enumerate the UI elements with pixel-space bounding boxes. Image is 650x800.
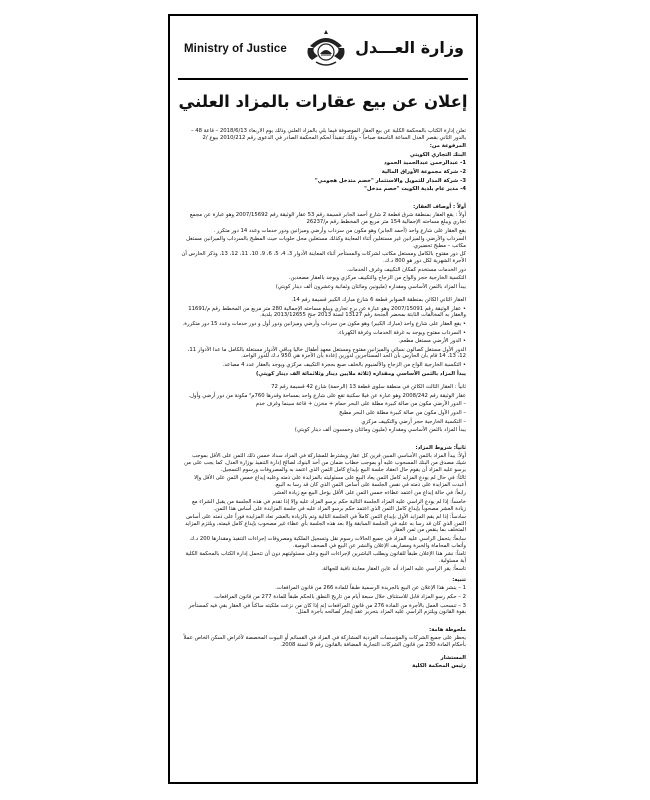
property-paragraph: كل دور مفتوح بالكامل ومستغل مكاتب لشركات والمستأجر أثناء المعاينة الأدوار 3، 4، 5، 6، 9، 10، 11، 12، 13، وذكر الحارس أن الأجرة الشهرية لكل دور هو 800 د.ك. <box>181 251 466 264</box>
property-paragraph: السرداب والأرضي والميزانين غير مستغلين أثناء المعاينة وكذلك مستغلين محل حلويات حيث المطبخ بالسرداب والميزانين مستغل مكاتب – مطبخ تحضيري. <box>186 236 466 249</box>
parties-heading: المرفوعة من: <box>429 143 466 150</box>
important-note: يحظر على جميع الشركات والمؤسسات الفردية المشاركة في المزاد في القسائم أو البيوت المخصصة لأغراض السكن الخاص عملاً بأحكام المادة 230 من قانون الشركات التجارية المضافة بالقانون رقم 9 لسنة 2008. <box>183 635 466 649</box>
property-paragraph: الدور الأول مستغل كصالون نسائي والميزانين مفتوح ومستغل معهد أطفال خاليا وباقي الأدوار مستغلة بالكامل ما عدا الأدوار 11، 12، 13، 14 قام بأن الحارس بأن الحد المستأجرين لدورين إعادة بأن الأجرة هي 950 د.ك للدور الواحد. <box>187 346 466 360</box>
condition-item: أولاً: يبدأ المزاد بالثمن الأساسي المبين قرين كل عقار ويشترط للمشاركة في المزاد سداد خمس ذلك الثمن على الأقل بموجب شيك مصدق من البنك المسحوب عليه أو بموجب خطاب ضمان من أحد البنوك لصالح إدارة التنفيذ بوزارة العدل، كما يجب على من يرسو عليه المزاد أن يقوم حال انعقاد جلسة البيع بإيداع كامل الثمن الذي اعتمد به والمصروفات ورسوم التسجيل. <box>184 453 466 473</box>
notice-item: 2 – حكم رسو المزاد قابل للاستئناف خلال سبعة أيام من تاريخ النطق بالحكم طبقاً للمادة 277 من قانون المرافعات. <box>213 594 466 601</box>
defendant-item: 3- شركة المدار للتمويل والاستثمار "خصم متدخل هجومي" <box>314 177 466 184</box>
condition-item: ثالثاً: في حال لم يودع المزايد كامل الثمن يعاد البيع على مسئوليته بالمزايدة على ذمته وعليه إيداع خمس الثمن على الأقل وإلا أعيدت المزايدة على ذمته في نفس الجلسة على أساس الثمن الذي كان قد رسا به البيع. <box>194 475 466 488</box>
defendant-item: 4- مدير عام بلدية الكويت "خصم مدخل" <box>364 186 466 193</box>
notice-heading: تنبيه: <box>452 576 466 583</box>
property-paragraph: • التكسية الخارجية الواح من الزجاج والألمنيوم بالخلف صبغ بحجرة التكييف مركزي ويوجد بالعقار عدد 4 مصاعد. <box>222 362 466 369</box>
plaintiff-name: البنك التجاري الكويتي <box>409 151 466 158</box>
announcement-title: إعلان عن بيع عقارات بالمزاد العلني <box>178 92 468 111</box>
ministry-name-english: Ministry of Justice <box>184 43 287 55</box>
signature-name: رئيس المحكمة الكلية <box>412 663 466 670</box>
condition-item: رابعاً: في حالة إيداع من اعتمد عطاءه خمس الثمن على الأقل يؤجل البيع مع زيادة العشر. <box>272 490 466 497</box>
signature-title: المستشار <box>440 654 466 661</box>
condition-item: سابعاً: يتحمل الراسي عليه المزاد في جميع الحالات رسوم نقل وتسجيل الملكية ومصروفات إجراءات التنفيذ ومقدارها 200 د.ك وأتعاب المحاماة والخبرة ومصاريف الإعلان والنشر عن البيع في الصحف اليومية. <box>189 535 466 549</box>
property-paragraph: – الدور الأول مكون من صالة كبيرة مطلة على البحر مطبخ <box>339 410 466 416</box>
property-paragraph: • السرداب مفتوح ويوجد به غرفة الخدمات وغرفة الكهرباء. <box>337 329 466 336</box>
property-paragraph: ثانياً : العقار الثالث الكائن في منطقة سلوى قطعة 13 (الرحمة) شارع 42 قسيمة رقم 72 <box>271 384 466 391</box>
state-emblem-icon <box>304 26 348 70</box>
notice-item: 3 – تنسحب العمل بالأجرة من المادة 276 من قانون المرافعات إنه إذا كان من نزعت ملكيته ساكناً في العقار بقي فيه كمستأجر بقوة القانون ويلتزم الراسي عليه المزاد بتحرير عقد إيجار لصالحه بأجرة المثل. <box>188 602 466 616</box>
important-heading: ملحوظة هامة: <box>429 626 466 633</box>
announcement-body <box>180 128 466 772</box>
defendant-item: 2- شركة مجموعة الأوراق المالية <box>381 168 466 175</box>
defendant-item: 1- عبدالرحمن عبدالحميد الحمود <box>384 160 466 167</box>
property-price: يبدأ المزاد بالثمن الأساسي ومقداره (ثلاثة ملايين دينار وثلاثمائة الف دينار كويتي) <box>255 370 466 377</box>
condition-item: خامساً: إذا لم يودع الراسي عليه المزاد الجلسة التالية حكم برسو المزاد عليه وإلا إذا تقدم في هذه الجلسة من يقبل الشراء مع زيادة العشر مصحوباً بإيداع كامل الثمن الذي اعتمد حكم برسو المزاد عليه في جلسة المزايدة على أساس هذا الثمن. <box>191 498 466 512</box>
section-heading-conditions: ثانياً: شروط المزاد: <box>415 444 466 451</box>
notice-item: 1 – ينشر هذا الإعلان عن البيع بالجريدة الرسمية طبقاً للمادة 266 من قانون المرافعات. <box>275 585 466 592</box>
letterhead <box>178 24 468 74</box>
property-paragraph: • يقع العقار على شارع واحد (مبارك الكبير) وهو مكون من سرداب وأرضي وميزانين ودور أول و دور خدمات وعدد 15 دور متكررة. <box>182 321 466 328</box>
ministry-name-arabic: وزارة العـــدل <box>355 38 464 57</box>
property-paragraph: عقار الوثيقة رقم 2008/242 وهو عبارة عن فيلا سكنية تقع على شارع واحد بمساحة وقدرها 760م² مكونة من دور أرضي وأول. <box>188 392 466 399</box>
property-paragraph: أولاً : يقع العقار بمنطقة شرق قطعة 2 شارع أحمد الجابر قسيمة رقم 53 عقار الوثيقة رقم 2007/15692 وهو عبارة عن مجمع تجاري ويبلغ مساحته الإجمالية 154 متر مربع من المخطط رقم م/26237 <box>189 212 466 225</box>
condition-item: تاسعاً: يقر الراسي عليه المزاد أنه عاين العقار معاينة نافية للجهالة. <box>321 566 466 573</box>
announcement-frame <box>168 14 478 784</box>
property-paragraph: – التكسية الخارجية حجر أرضي والتكييف مركزي <box>361 418 466 425</box>
header-divider <box>178 78 468 80</box>
property-paragraph: العقار الثاني الكائن بمنطقة الصوابر قطعة 6 شارع مبارك الكبير قسيمة رقم 14. <box>291 297 466 304</box>
condition-item: ثامناً: نشر هذا الإعلان طبقاً للقانون ويطلب الباشرين لإجراءات البيع وعلى مسئوليتهم دون أن تتحمل إدارة الكتاب بالمحكمة الكلية أية مسئولية. <box>185 551 466 564</box>
property-price: يبدأ المزاد بالثمن الأساسي ومقداره (مليونين ومائتان وثمانية وعشرون ألف دينار كويتي) <box>275 283 466 290</box>
property-paragraph: التكسية الخارجية حجر والواح من الزجاج والتكييف مركزي ويوجد بالعقار مصعدين. <box>288 275 466 282</box>
property-paragraph: يقع العقار على شارع واحد (أحمد الجابر) وهو مكون من سرداب وأرضي وميزانين ودور خدمات وعدد 14 دور متكرر . <box>213 227 466 234</box>
property-paragraph: – الدور الأرضي مكون من صالة كبيرة مطلة على البحر حمام + مخزن + قاعة سينما وغرف خدم <box>255 401 466 408</box>
property-paragraph: • عقار الوثيقة رقم 2007/15091 وهو عبارة عن برج تجاري ويبلغ مساحته الإجمالية 280 متر مربع من المخطط رقم م/11691 والعقار به المخالفات الثابتة بمحضر الجنحة رقم 13127 لسنة 2013 جنح 2013/12655 بلدية. <box>188 305 466 319</box>
property-paragraph: • الدور الأرضي مستغل مطعم. <box>398 338 466 345</box>
intro-paragraph: تعلن إدارة الكتاب بالمحكمة الكلية عن بيع العقار الموصوفة فيما يلي بالمزاد العلني وذلك يوم الأربعاء 2018/6/13 – قاعة 48 – بالدور الثاني بقصر العدل الساعة التاسعة صباحاً – وذلك تنفيذاً لحكم المحكمة الصادر في الدعوى رقم 2010/212 بيوع /2 <box>190 128 466 141</box>
property-paragraph: دور الخدمات مستخدم كمكان التكييف وغرف الخدمات. <box>346 266 466 273</box>
property-price: يبدأ المزاد بالثمن الأساسي ومقداره (مليون ومائتان وخمسون ألف دينار كويتي) <box>294 427 466 434</box>
section-heading-property: أولاً : أوصاف العقار: <box>413 203 466 210</box>
condition-item: سادساً: إذا لم يقم المزايد الأول بإيداع الثمن كاملاً في الجلسة التالية وتم بالزيادة بالعشر تعاد المزايدة فوراً على ذمته على أساس الثمن الذي كان قد رسا به عليه في الجلسة السابقة وإلا بعد هذه الجلسة بأي عطاء غير مصحوب بإيداع كامل قيمته، ويلتزم المزايد المتخلف بما ينقص من ثمن العقار. <box>184 514 466 534</box>
